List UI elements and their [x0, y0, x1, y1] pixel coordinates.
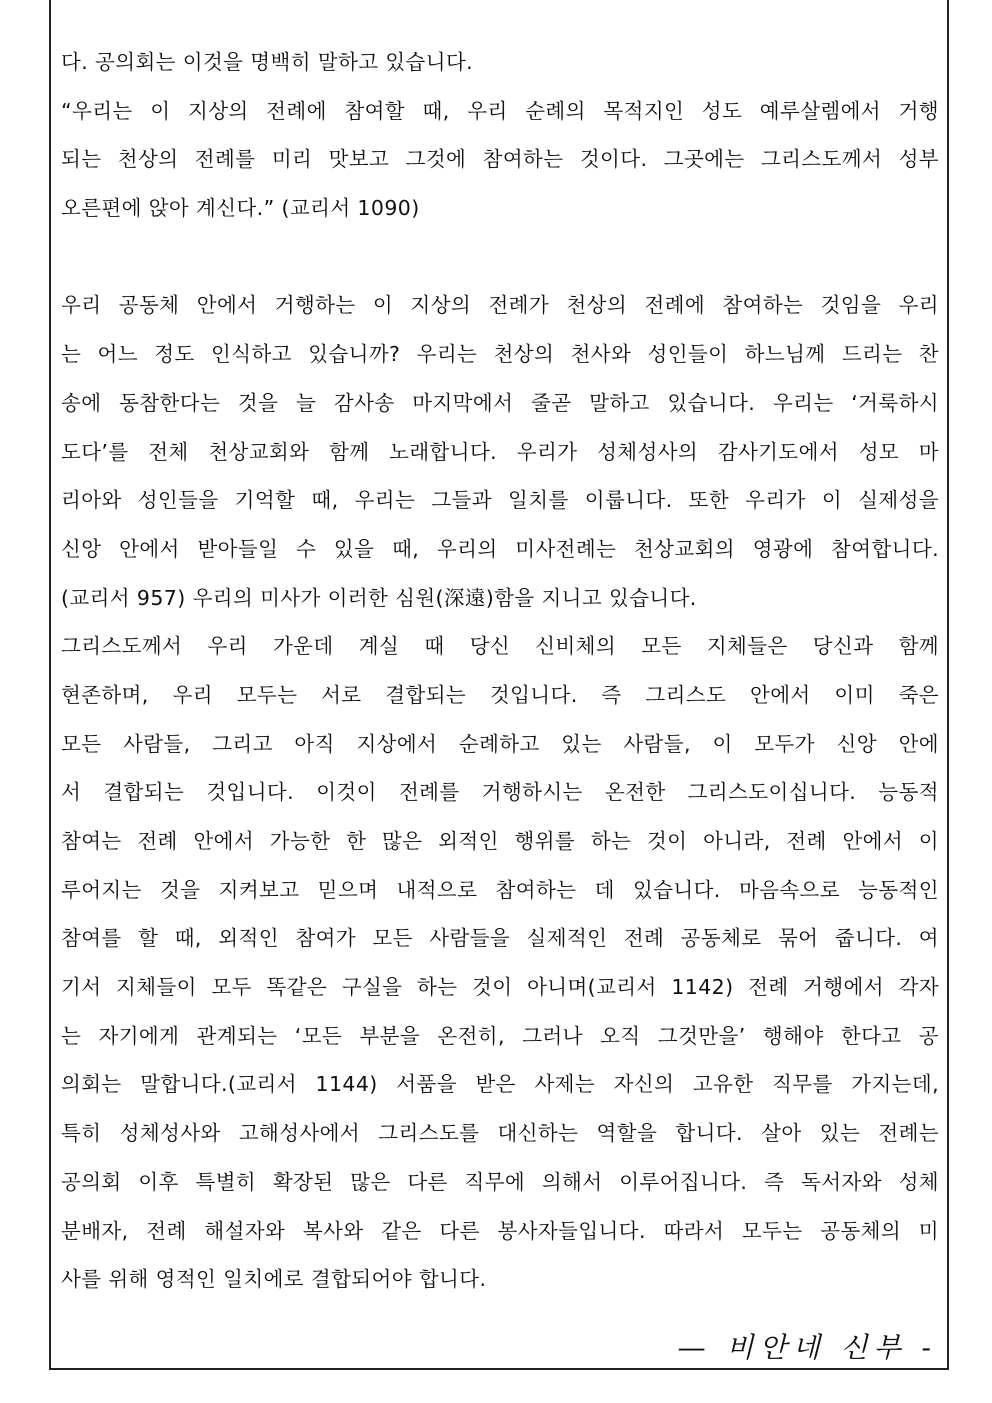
text-line: 는 어느 정도 인식하고 있습니까? 우리는 천상의 천사와 성인들이 하느님께 드리는 찬 — [61, 342, 939, 367]
text-line: 현존하며, 우리 모두는 서로 결합되는 것입니다. 즉 그리스도 안에서 이미 죽은 — [61, 682, 939, 707]
text-line: 그리스도께서 우리 가운데 계실 때 당신 신비체의 모든 지체들은 당신과 함께 — [61, 634, 939, 659]
text-line: 는 자기에게 관계되는 ‘모든 부분을 온전히, 그러나 오직 그것만을’ 행해야 한다고 공 — [61, 1023, 939, 1048]
text-line: 도다’를 전체 천상교회와 함께 노래합니다. 우리가 성체성사의 감사기도에서 성모 마 — [61, 439, 939, 464]
text-line: (교리서 957) 우리의 미사가 이러한 심원(深遠)함을 지니고 있습니다. — [61, 585, 697, 610]
author-signature: — 비안네 신부 - — [677, 1331, 937, 1364]
text-line: 루어지는 것을 지켜보고 믿으며 내적으로 참여하는 데 있습니다. 마음속으로 능동적인 — [61, 877, 939, 902]
document-body — [61, 38, 939, 1304]
text-line: 오른편에 앉아 계신다.” (교리서 1090) — [61, 196, 420, 221]
text-line: 기서 지체들이 모두 똑같은 구실을 하는 것이 아니며(교리서 1142) 전례 거행에서 각자 — [61, 975, 939, 1000]
text-line: 되는 천상의 전례를 미리 맛보고 그것에 참여하는 것이다. 그곳에는 그리스도께서 성부 — [61, 147, 939, 172]
text-line: 참여는 전례 안에서 가능한 한 많은 외적인 행위를 하는 것이 아니라, 전례 안에서 이 — [61, 829, 939, 853]
text-line: 리아와 성인들을 기억할 때, 우리는 그들과 일치를 이룹니다. 또한 우리가 이 실제성을 — [61, 488, 939, 513]
text-line: 특히 성체성사와 고해성사에서 그리스도를 대신하는 역할을 합니다. 살아 있는 전례는 — [61, 1121, 939, 1146]
text-line: 우리 공동체 안에서 거행하는 이 지상의 전례가 천상의 전례에 참여하는 것임을 우리 — [61, 293, 939, 318]
text-line: 신앙 안에서 받아들일 수 있을 때, 우리의 미사전례는 천상교회의 영광에 참여합니다. — [61, 536, 939, 561]
text-line: 공의회 이후 특별히 확장된 많은 다른 직무에 의해서 이루어집니다. 즉 독서자와 성체 — [61, 1169, 939, 1194]
text-line: “우리는 이 지상의 전례에 참여할 때, 우리 순례의 목적지인 성도 예루살렘에서 거행 — [61, 98, 939, 123]
text-line: 의회는 말합니다.(교리서 1144) 서품을 받은 사제는 자신의 고유한 직무를 가지는데, — [61, 1072, 940, 1097]
blank-line — [61, 233, 939, 282]
text-line: 참여를 할 때, 외적인 참여가 모든 사람들을 실제적인 전례 공동체로 묶어 줍니다. 여 — [61, 926, 939, 951]
text-line: 서 결합되는 것입니다. 이것이 전례를 거행하시는 온전한 그리스도이십니다. 능동적 — [61, 780, 939, 805]
text-line: 분배자, 전례 해설자와 복사와 같은 다른 봉사자들입니다. 따라서 모두는 공동체의 미 — [61, 1218, 939, 1243]
text-line: 사를 위해 영적인 일치에로 결합되어야 합니다. — [61, 1267, 487, 1292]
page-frame — [49, 0, 949, 1370]
text-line: 다. 공의회는 이것을 명백히 말하고 있습니다. — [61, 50, 474, 74]
text-line: 모든 사람들, 그리고 아직 지상에서 순례하고 있는 사람들, 이 모두가 신앙 안에 — [61, 731, 939, 756]
text-line: 송에 동참한다는 것을 늘 감사송 마지막에서 줄곧 말하고 있습니다. 우리는 ‘거룩하시 — [61, 390, 939, 415]
